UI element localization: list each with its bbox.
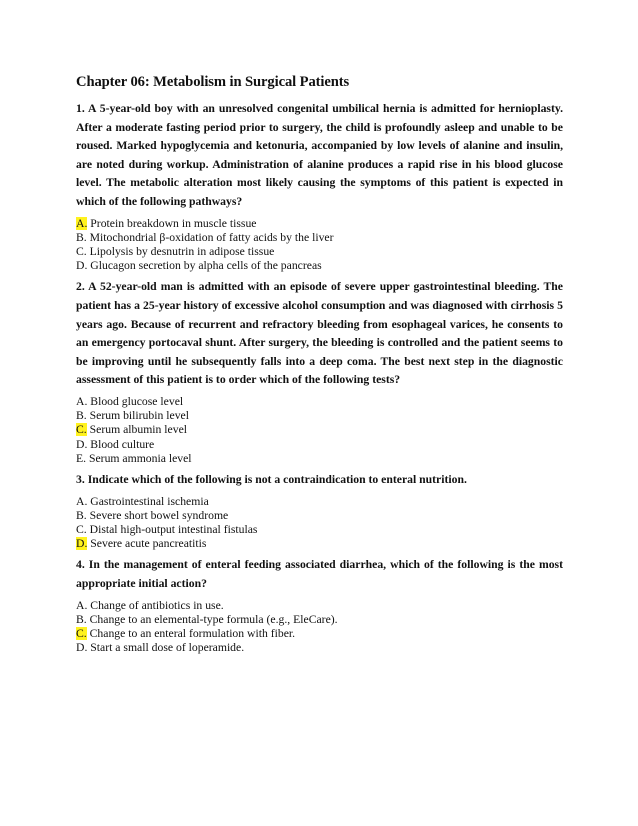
option-text: Lipolysis by desnutrin in adipose tissue	[86, 244, 275, 258]
option-text: Gastrointestinal ischemia	[87, 494, 209, 508]
answer-options	[76, 599, 563, 656]
question-stem: 4. In the management of enteral feeding associated diarrhea, which of the following is the most appropriate initial action?	[76, 558, 563, 590]
answer-option	[76, 613, 563, 627]
option-text: Change to an enteral formulation with fiber.	[86, 626, 296, 640]
question-3	[76, 471, 563, 551]
option-letter: A.	[76, 494, 88, 508]
answer-options	[76, 217, 563, 274]
option-letter: C.	[76, 244, 87, 258]
option-text: Change of antibiotics in use.	[87, 598, 224, 612]
question-stem: 2. A 52-year-old man is admitted with an episode of severe upper gastrointestinal bleeding. The patient has a 25-year history of excessive alcohol consumption and was diagnosed with cirrhosis 5 years ago. Because of recurrent and refractory bleeding from esophageal varices, he consents to an emergency portocaval shunt. After surgery, the bleeding is controlled and the patient seems to be improving until he subsequently falls into a deep coma. The best next step in the diagnostic assessment of this patient is to order which of the following tests?	[76, 280, 563, 387]
option-letter: E.	[76, 451, 87, 465]
answer-option	[76, 509, 563, 523]
option-text: Distal high-output intestinal fistulas	[86, 522, 258, 536]
option-letter: B.	[76, 612, 87, 626]
answer-option	[76, 438, 563, 452]
document-page	[76, 73, 563, 660]
option-text: Glucagon secretion by alpha cells of the pancreas	[87, 259, 322, 273]
answer-option	[76, 495, 563, 509]
option-letter: B.	[76, 508, 87, 522]
option-text: Blood culture	[87, 437, 155, 451]
answer-option	[76, 395, 563, 409]
option-text: Severe short bowel syndrome	[86, 508, 229, 522]
question-stem: 1. A 5-year-old boy with an unresolved congenital umbilical hernia is admitted for hernioplasty. After a moderate fasting period prior to surgery, the child is profoundly asleep and unable to be roused. Marked hypoglycemia and ketonuria, accompanied by low levels of alanine and insulin, are noted during workup. Administration of alanine produces a rapid rise in his blood glucose level. The metabolic alteration most likely causing the symptoms of this patient is expected in which of the following pathways?	[76, 102, 563, 208]
answer-option	[76, 245, 563, 259]
option-letter: C.	[76, 423, 87, 437]
answer-option	[76, 217, 563, 231]
question-1	[76, 100, 563, 273]
option-text: Blood glucose level	[87, 394, 184, 408]
option-text: Start a small dose of loperamide.	[87, 641, 245, 655]
option-letter: C.	[76, 626, 87, 640]
option-letter: A.	[76, 598, 88, 612]
answer-option	[76, 641, 563, 655]
answer-option	[76, 452, 563, 466]
option-letter: D.	[76, 641, 88, 655]
answer-option	[76, 423, 563, 437]
option-text: Mitochondrial β-oxidation of fatty acids by the liver	[86, 230, 334, 244]
option-letter: D.	[76, 259, 88, 273]
option-letter: D.	[76, 537, 88, 551]
option-letter: B.	[76, 409, 87, 423]
answer-option	[76, 409, 563, 423]
option-text: Serum albumin level	[86, 423, 188, 437]
option-text: Serum ammonia level	[86, 451, 192, 465]
answer-option	[76, 523, 563, 537]
option-letter: A.	[76, 216, 88, 230]
option-text: Change to an elemental-type formula (e.g., EleCare).	[86, 612, 338, 626]
answer-options	[76, 395, 563, 466]
chapter-title: Chapter 06: Metabolism in Surgical Patients	[76, 74, 350, 90]
answer-option	[76, 537, 563, 551]
question-stem: 3. Indicate which of the following is not a contraindication to enteral nutrition.	[76, 472, 467, 486]
answer-option	[76, 627, 563, 641]
option-text: Serum bilirubin level	[86, 409, 189, 423]
answer-options	[76, 495, 563, 552]
question-2	[76, 278, 563, 466]
option-text: Protein breakdown in muscle tissue	[87, 216, 257, 230]
option-letter: C.	[76, 522, 87, 536]
option-text: Severe acute pancreatitis	[87, 537, 207, 551]
answer-option	[76, 259, 563, 273]
answer-option	[76, 599, 563, 613]
answer-option	[76, 231, 563, 245]
option-letter: A.	[76, 394, 88, 408]
option-letter: D.	[76, 437, 88, 451]
question-4	[76, 556, 563, 655]
option-letter: B.	[76, 230, 87, 244]
